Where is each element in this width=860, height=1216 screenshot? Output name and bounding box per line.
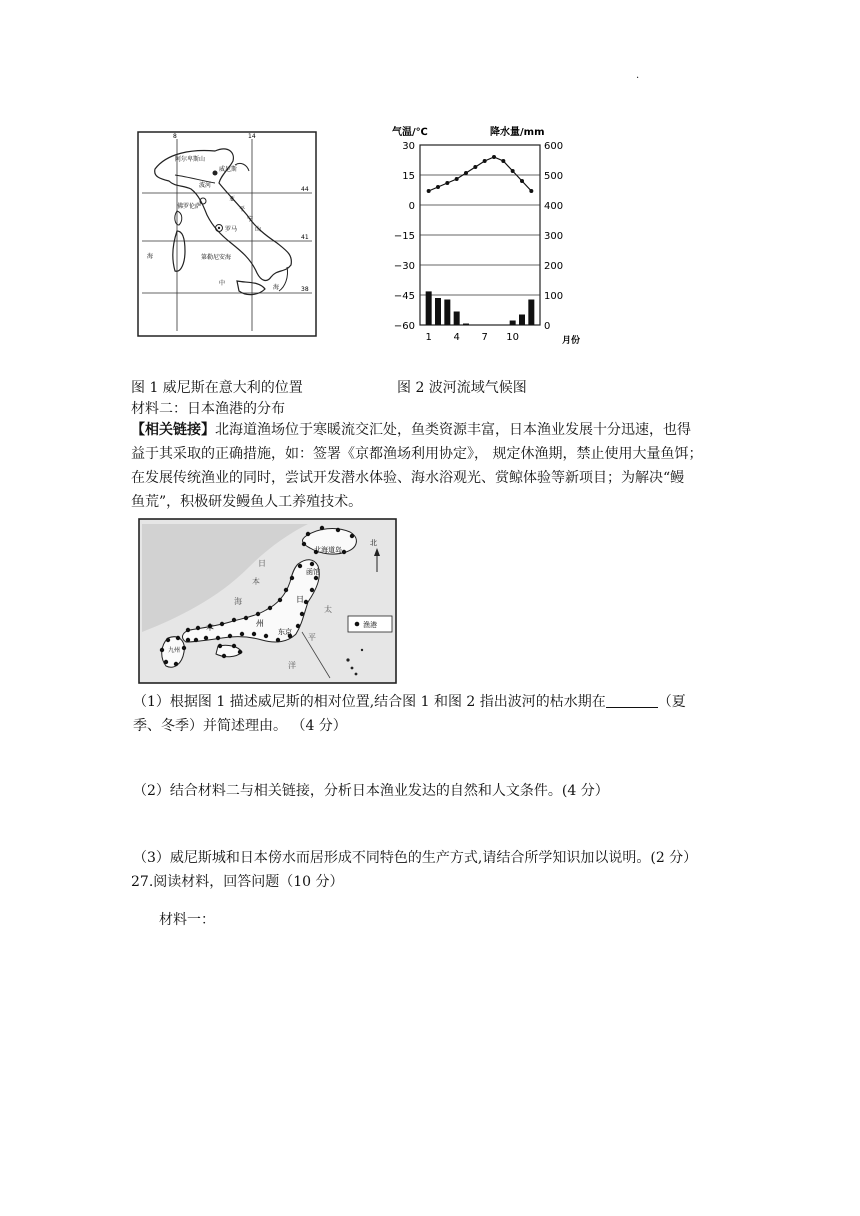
temperature-point: [455, 177, 459, 181]
question-27-heading: 27.阅读材料，回答问题（10 分）: [131, 874, 344, 890]
left-tick-label: 30: [402, 141, 415, 152]
q1-line1-b: （夏: [657, 694, 686, 710]
fishing-port-dot: [220, 622, 224, 626]
left-tick-label: 0: [408, 201, 415, 212]
fishing-port-dot: [194, 638, 198, 642]
fishing-port-dot: [182, 646, 186, 650]
fishing-port-dot: [164, 660, 168, 664]
link-label: 【相关链接】: [131, 422, 215, 438]
fishing-port-dot: [278, 598, 282, 602]
precip-bar: [454, 312, 460, 326]
hokkaido-label: 北海道岛: [314, 546, 342, 554]
fishing-port-dot: [186, 638, 190, 642]
temperature-point: [427, 189, 431, 193]
question-2: （2）结合材料二与相关链接，分析日本渔业发达的自然和人文条件。(4 分）: [133, 783, 609, 799]
fishing-port-dot: [232, 644, 236, 648]
fishing-port-dot: [218, 644, 222, 648]
hakodate-label: 函馆: [306, 568, 320, 576]
fishing-port-dot: [298, 564, 302, 568]
left-tick-label: −30: [393, 261, 415, 272]
legend-port-label: 渔港: [363, 621, 377, 629]
kyushu-label: 九州: [168, 647, 181, 654]
left-tick-label: 15: [402, 171, 415, 182]
pacific-label-2: 平: [308, 633, 316, 642]
fishing-port-dot: [310, 562, 314, 566]
fishing-port-dot: [222, 654, 226, 658]
fig1-florence-label: 佛罗伦萨: [177, 203, 202, 210]
fishing-port-dot: [342, 550, 346, 554]
precip-bar: [444, 300, 450, 326]
fishing-port-dot: [306, 532, 310, 536]
temperature-point: [483, 159, 487, 163]
temperature-point: [464, 171, 468, 175]
figure1-caption: 图 1 威尼斯在意大利的位置: [131, 380, 303, 396]
fishing-port-dot: [276, 638, 280, 642]
fig2-left-axis-title: 气温/℃: [392, 127, 428, 138]
fig1-lon-14: 14: [248, 133, 256, 140]
fishing-port-dot: [268, 606, 272, 610]
precip-bar: [426, 291, 432, 325]
q1-line2: 季、冬季）并简述理由。 （4 分）: [133, 718, 347, 734]
right-tick-label: 100: [544, 291, 564, 302]
temperature-point: [445, 181, 449, 185]
fig2-x-axis-title: 月份: [562, 336, 581, 346]
fig1-lat-38: 38: [301, 286, 309, 293]
fishing-port-dot: [264, 634, 268, 638]
link-line-1: 北海道渔场位于寒暖流交汇处，鱼类资源丰富，日本渔业发展十分迅速，也得: [215, 422, 691, 438]
fishing-port-dot: [300, 612, 304, 616]
sea-of-japan-1: 日: [258, 559, 266, 568]
x-tick-label: 1: [425, 332, 432, 343]
honshu-label-3: 本: [206, 623, 214, 632]
figure2-climate-chart: [386, 121, 586, 351]
fig1-med-2: 海: [273, 284, 280, 291]
q1-line1-a: （1）根据图 1 描述威尼斯的相对位置,结合图 1 和图 2 指出波河的枯水期在: [133, 694, 606, 710]
fishing-port-dot: [238, 650, 242, 654]
fishing-port-dot: [160, 648, 164, 652]
fishing-port-dot: [244, 616, 248, 620]
honshu-label-1: 日: [296, 595, 304, 604]
link-line-4: 鱼荒”，积极研发鳗鱼人工养殖技术。: [131, 494, 363, 510]
fig1-apennine-2: 平: [239, 206, 246, 213]
fishing-port-dot: [314, 576, 318, 580]
page-dot: .: [636, 70, 640, 81]
fig2-right-axis-title: 降水量/mm: [490, 127, 545, 138]
precip-bar: [463, 324, 469, 326]
right-tick-label: 0: [544, 321, 551, 332]
fig1-med-1: 中: [219, 280, 226, 287]
temperature-point: [473, 165, 477, 169]
precip-bar: [519, 315, 525, 326]
fishing-port-dot: [256, 612, 260, 616]
question-3: （3）威尼斯城和日本傍水而居形成不同特色的生产方式,请结合所学知识加以说明。(2 分）: [133, 850, 698, 866]
temperature-point: [520, 179, 524, 183]
sea-of-japan-2: 本: [252, 577, 260, 586]
left-tick-label: −45: [393, 291, 415, 302]
related-link-paragraph: [131, 418, 743, 514]
fishing-port-dot: [302, 542, 306, 546]
japan-fishing-port-map: [138, 518, 397, 684]
fig1-apennine-4: 山: [255, 226, 262, 233]
x-tick-label: 10: [506, 332, 520, 343]
fig1-sea-label-1: 海: [147, 253, 154, 260]
figure1-italy-map: [137, 131, 317, 337]
sea-of-japan-3: 海: [234, 597, 242, 606]
temperature-point: [436, 185, 440, 189]
x-tick-label: 4: [453, 332, 460, 343]
fig1-apennine-1: 亚: [229, 196, 236, 203]
fishing-port-dot: [186, 628, 190, 632]
fishing-port-dot: [166, 638, 170, 642]
right-tick-label: 500: [544, 171, 564, 182]
fig1-apennine-3: 宁: [247, 216, 254, 223]
right-tick-label: 400: [544, 201, 564, 212]
fishing-port-dot: [296, 624, 300, 628]
fishing-port-dot: [284, 588, 288, 592]
temperature-point: [511, 169, 515, 173]
fishing-port-dot: [310, 588, 314, 592]
fishing-port-dot: [320, 526, 324, 530]
pacific-label-1: 太: [324, 605, 332, 614]
right-tick-label: 600: [544, 141, 564, 152]
material2-title: 材料二：日本渔港的分布: [131, 401, 285, 417]
fishing-port-dot: [350, 534, 354, 538]
fig1-venice-label: 威尼斯: [219, 166, 238, 173]
fishing-port-dot: [204, 636, 208, 640]
fishing-port-dot: [196, 626, 200, 630]
fishing-port-dot: [232, 618, 236, 622]
fishing-port-dot: [176, 636, 180, 640]
fishing-port-dot: [228, 634, 232, 638]
temperature-point: [501, 159, 505, 163]
temperature-point: [529, 189, 533, 193]
fig1-tyrrhenian-label: 第勒尼安海: [201, 254, 232, 261]
fig1-lat-41: 41: [301, 234, 309, 241]
fig1-po-river-label: 波河: [199, 182, 212, 189]
left-tick-label: −15: [393, 231, 415, 242]
temperature-point: [492, 155, 496, 159]
link-line-3: 在发展传统渔业的同时，尝试开发潜水体验、海水浴观光、赏鲸体验等新项目；为解决“鳗: [131, 470, 685, 486]
fig1-rome-label: 罗马: [225, 226, 238, 233]
link-line-2: 益于其采取的正确措施，如：签署《京都渔场利用协定》， 规定休渔期，禁止使用大量鱼饵；: [131, 446, 703, 462]
temperature-line: [429, 157, 532, 191]
fishing-port-dot: [336, 528, 340, 532]
left-tick-label: −60: [393, 321, 415, 332]
right-tick-label: 300: [544, 231, 564, 242]
fishing-port-dot: [290, 576, 294, 580]
precip-bar: [435, 298, 441, 325]
fishing-port-dot: [240, 632, 244, 636]
fig1-lat-44: 44: [301, 186, 309, 193]
fig1-lon-8: 8: [173, 133, 177, 140]
fishing-port-dot: [216, 636, 220, 640]
right-tick-label: 200: [544, 261, 564, 272]
figure2-caption: 图 2 波河流域气候图: [397, 380, 527, 396]
fishing-port-dot: [304, 600, 308, 604]
material1-label: 材料一：: [159, 912, 215, 928]
tokyo-label: 东京: [278, 628, 292, 636]
north-arrow-label: 北: [370, 539, 377, 547]
pacific-label-3: 洋: [288, 661, 296, 670]
precip-bar: [528, 300, 534, 326]
honshu-label-2: 州: [256, 619, 264, 628]
fishing-port-dot: [174, 662, 178, 666]
fig1-alps-label: 阿尔卑斯山: [175, 156, 206, 163]
fishing-port-dot: [252, 632, 256, 636]
q1-answer-blank[interactable]: [606, 693, 658, 708]
precip-bar: [510, 321, 516, 326]
legend-port-dot: [355, 622, 360, 627]
x-tick-label: 7: [481, 332, 488, 343]
question-1: [133, 690, 745, 738]
